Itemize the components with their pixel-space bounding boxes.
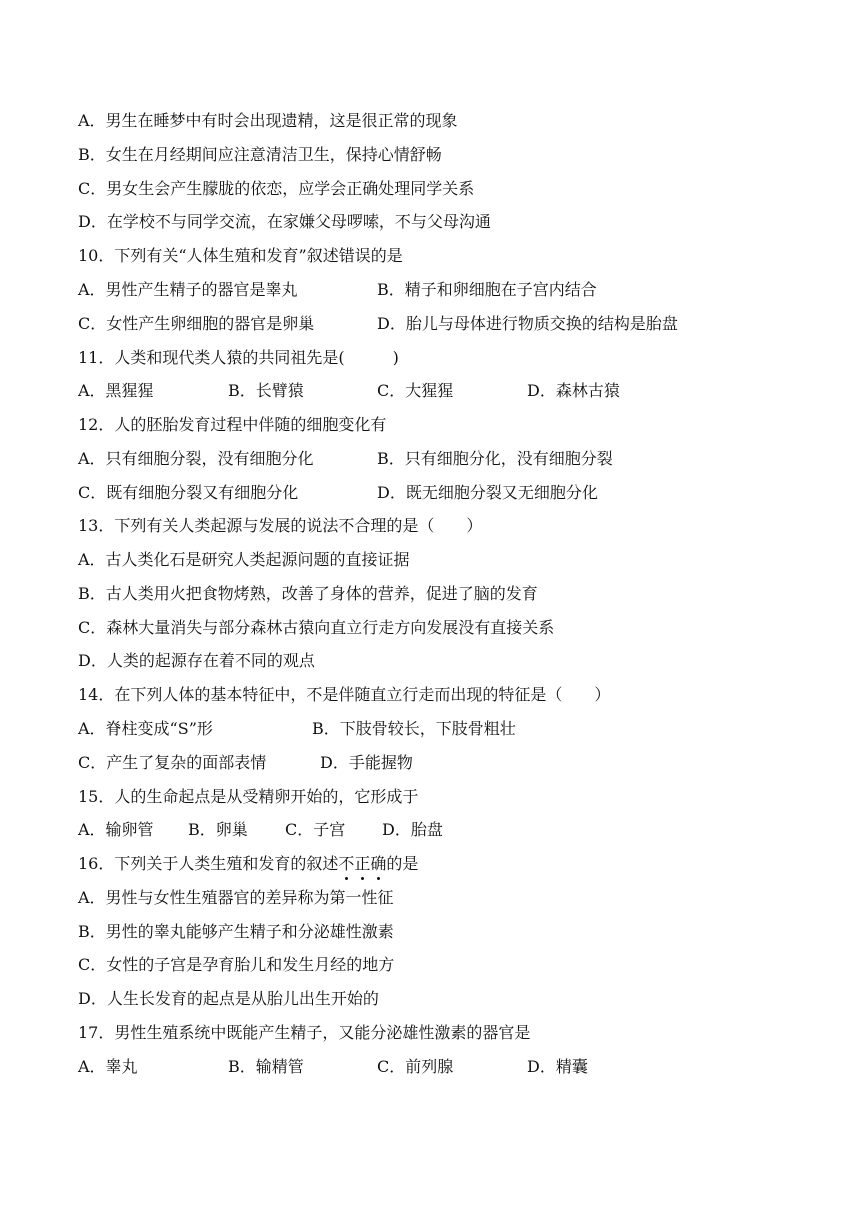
q9-option-c: C．男女生会产生朦胧的依恋，应学会正确处理同学关系 xyxy=(78,179,475,198)
q13-stem: 13．下列有关人类起源与发展的说法不合理的是（ ） xyxy=(78,516,483,535)
q13-option-b: B．古人类用火把食物烤熟，改善了身体的营养，促进了脑的发育 xyxy=(78,584,538,603)
q12-option-a: A．只有细胞分裂，没有细胞分化 xyxy=(78,449,314,468)
q11-option-b: B．长臂猿 xyxy=(228,381,304,400)
q14-option-c: C．产生了复杂的面部表情 xyxy=(78,753,267,772)
q16-stem-before: 16．下列关于人类生殖和发育的叙述 xyxy=(78,854,339,873)
q16-stem xyxy=(78,854,418,874)
q16-emphasis-char-2: 正 xyxy=(354,854,371,873)
q10-option-b: B．精子和卵细胞在子宫内结合 xyxy=(377,280,597,299)
q15-option-c: C．子宫 xyxy=(285,820,346,839)
q12-stem: 12．人的胚胎发育过程中伴随的细胞变化有 xyxy=(78,415,387,434)
q17-stem: 17．男性生殖系统中既能产生精子，又能分泌雄性激素的器官是 xyxy=(78,1023,531,1042)
q16-option-b: B．男性的睾丸能够产生精子和分泌雄性激素 xyxy=(78,922,394,941)
q15-option-d: D．胎盘 xyxy=(382,820,443,839)
q14-option-b: B．下肢骨较长，下肢骨粗壮 xyxy=(312,719,516,738)
q17-option-a: A．睾丸 xyxy=(78,1057,138,1076)
q10-stem: 10．下列有关“人体生殖和发育”叙述错误的是 xyxy=(78,246,403,265)
q13-option-c: C．森林大量消失与部分森林古猿向直立行走方向发展没有直接关系 xyxy=(78,618,555,637)
q12-option-c: C．既有细胞分裂又有细胞分化 xyxy=(78,483,299,502)
q14-stem: 14．在下列人体的基本特征中，不是伴随直立行走而出现的特征是（ ） xyxy=(78,685,611,704)
q17-option-c: C．前列腺 xyxy=(377,1057,454,1076)
q12-option-d: D．既无细胞分裂又无细胞分化 xyxy=(377,483,598,502)
q10-option-c: C．女性产生卵细胞的器官是卵巢 xyxy=(78,314,315,333)
q11-option-d: D．森林古猿 xyxy=(527,381,620,400)
q10-option-a: A．男性产生精子的器官是睾丸 xyxy=(78,280,298,299)
q9-option-a: A．男生在睡梦中有时会出现遗精，这是很正常的现象 xyxy=(78,111,458,130)
q14-option-a: A．脊柱变成“S”形 xyxy=(78,719,213,738)
q16-emphasis-char-3: 确 xyxy=(370,854,387,873)
q15-option-b: B．卵巢 xyxy=(188,820,248,839)
q17-option-b: B．输精管 xyxy=(228,1057,304,1076)
q11-option-a: A．黑猩猩 xyxy=(78,381,154,400)
q13-option-d: D．人类的起源存在着不同的观点 xyxy=(78,651,315,670)
q9-option-d: D．在学校不与同学交流，在家嫌父母啰嗦，不与父母沟通 xyxy=(78,212,491,231)
q13-option-a: A．古人类化石是研究人类起源问题的直接证据 xyxy=(78,550,410,569)
q15-option-a: A．输卵管 xyxy=(78,820,154,839)
q11-option-c: C．大猩猩 xyxy=(377,381,454,400)
q10-option-d: D．胎儿与母体进行物质交换的结构是胎盘 xyxy=(377,314,678,333)
q14-option-d: D．手能握物 xyxy=(320,753,413,772)
q16-stem-after: 的是 xyxy=(386,854,419,873)
q11-stem: 11．人类和现代类人猿的共同祖先是( ) xyxy=(78,348,399,367)
q9-option-b: B．女生在月经期间应注意清洁卫生，保持心情舒畅 xyxy=(78,145,442,164)
q16-option-d: D．人生长发育的起点是从胎儿出生开始的 xyxy=(78,989,379,1008)
q16-option-a: A．男性与女性生殖器官的差异称为第一性征 xyxy=(78,888,394,907)
q12-option-b: B．只有细胞分化，没有细胞分裂 xyxy=(377,449,613,468)
q17-option-d: D．精囊 xyxy=(527,1057,588,1076)
q16-option-c: C．女性的子宫是孕育胎儿和发生月经的地方 xyxy=(78,955,395,974)
q15-stem: 15．人的生命起点是从受精卵开始的，它形成于 xyxy=(78,787,419,806)
q16-emphasis-char-1: 不 xyxy=(338,854,355,873)
